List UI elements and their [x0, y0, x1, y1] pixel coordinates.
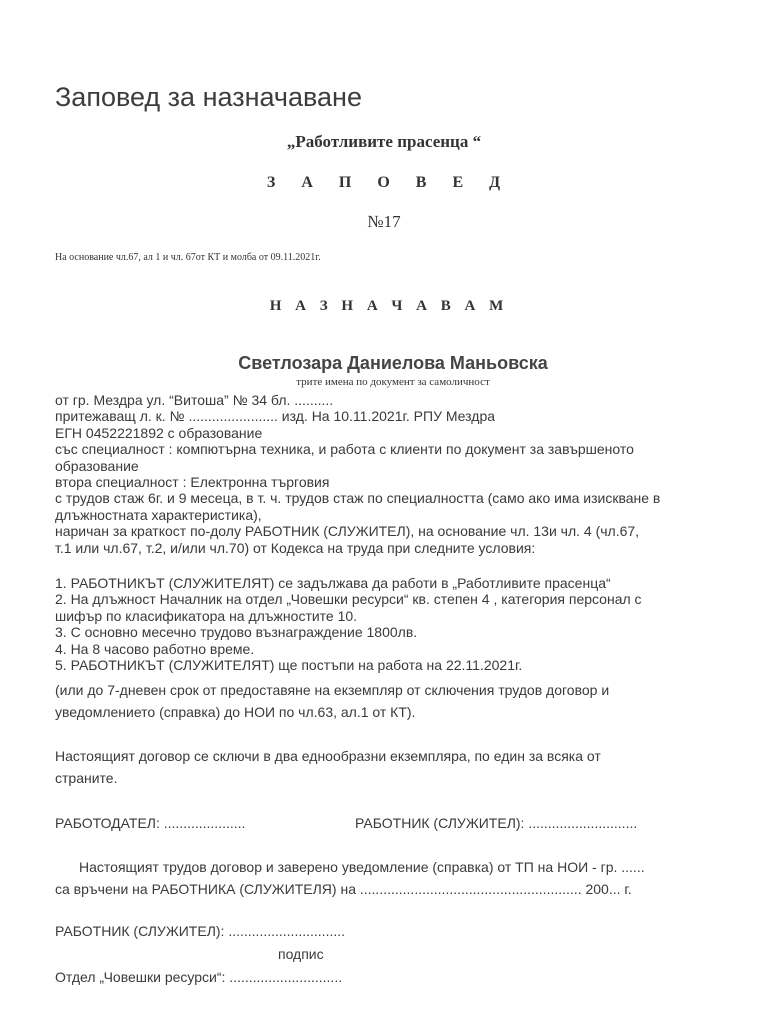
condition-line: 3. С основно месечно трудово възнаграждение 1800лв. — [55, 624, 418, 641]
detail-line: длъжностната характеристика), — [55, 506, 262, 523]
condition-line: 4. На 8 часово работно време. — [55, 640, 255, 657]
detail-line: образование — [55, 457, 139, 474]
handed-note-line: Настоящият трудов договор и заверено уведомление (справка) от ТП на НОИ - гр. ...... — [79, 859, 645, 875]
condition-line: 1. РАБОТНИКЪТ (СЛУЖИТЕЛЯТ) се задължава да работи в „Работливите прасенца“ — [55, 575, 611, 591]
handed-note-line: са връчени на РАБОТНИКА (СЛУЖИТЕЛЯ) на ......................................................... 200... г. — [55, 881, 632, 897]
employee-name-note: трите имена по документ за самоличност — [296, 376, 490, 388]
employment-conditions — [55, 575, 715, 673]
detail-line: с трудов стаж 6г. и 9 месеца, в т. ч. трудов стаж по специалността (само ако има изискване в — [55, 490, 661, 507]
copies-note — [55, 745, 601, 789]
signature-caption: подпис — [278, 946, 324, 962]
employee-name: Светлозара Даниелова Маньовска — [238, 353, 548, 373]
copies-note-line: Настоящият договор се сключи в два еднообразни екземпляра, по един за всяка от — [55, 748, 601, 764]
employee-details — [55, 392, 715, 556]
term-note — [55, 679, 609, 723]
handed-note — [55, 856, 645, 900]
company-name: „Работливите прасенца “ — [286, 132, 482, 151]
condition-line: 2. На длъжност Началник на отдел „Човешки ресурси“ кв. степен 4 , категория персонал с — [55, 591, 642, 608]
employer-signature: РАБОТОДАТЕЛ: ..................... — [55, 815, 246, 831]
detail-line: със специалност : компютърна техника, и работа с клиенти по документ за завършеното — [55, 441, 634, 458]
appoint-heading: Н А З Н А Ч А В А М — [269, 298, 509, 314]
detail-line: притежаващ л. к. № ....................... изд. На 10.11.2021г. РПУ Мездра — [55, 408, 496, 425]
order-number: №17 — [367, 212, 401, 231]
hr-signature: Отдел „Човешки ресурси“: ............................. — [55, 969, 343, 985]
detail-line: т.1 или чл.67, т.2, и/или чл.70) от Кодекса на труда при следните условия: — [55, 539, 536, 556]
term-note-line: (или до 7-дневен срок от предоставяне на екземпляр от сключения трудов договор и — [55, 682, 610, 698]
document-title: Заповед за назначаване — [55, 82, 362, 112]
detail-line: втора специалност : Електронна търговия — [55, 474, 330, 491]
detail-line: наричан за краткост по-долу РАБОТНИК (СЛУЖИТЕЛ), на основание чл. 13и чл. 4 (чл.67, — [55, 523, 640, 540]
employee-signature-2: РАБОТНИК (СЛУЖИТЕЛ): .............................. — [55, 923, 346, 939]
detail-line: ЕГН 0452221892 с образование — [55, 424, 263, 441]
legal-basis: На основание чл.67, ал 1 и чл. 67от КТ и молба от 09.11.2021г. — [55, 252, 321, 263]
order-heading: З А П О В Е Д — [266, 174, 512, 191]
employee-signature: РАБОТНИК (СЛУЖИТЕЛ): ............................ — [355, 815, 638, 831]
condition-line: шифър по класификатора на длъжностите 10. — [55, 607, 358, 624]
detail-line: от гр. Мездра ул. “Витоша” № 34 бл. .......... — [55, 392, 334, 408]
copies-note-line: страните. — [55, 770, 118, 786]
term-note-line: уведомлението (справка) до НОИ по чл.63, ал.1 от КТ). — [55, 704, 416, 720]
condition-line: 5. РАБОТНИКЪТ (СЛУЖИТЕЛЯТ) ще постъпи на работа на 22.11.2021г. — [55, 657, 523, 674]
